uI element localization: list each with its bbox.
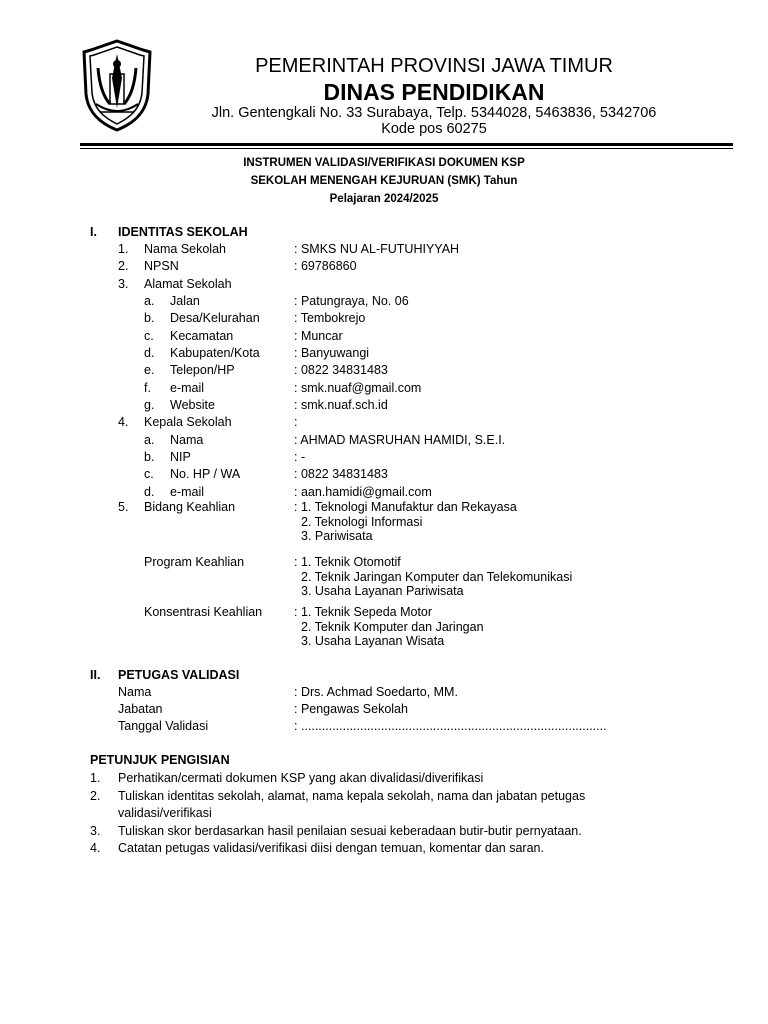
section2-number: II. xyxy=(90,668,101,682)
bidang-item-1: : 1. Teknologi Manufaktur dan Rekayasa xyxy=(294,500,517,514)
row-value: : 69786860 xyxy=(294,259,357,274)
doc-title-line3: Pelajaran 2024/2025 xyxy=(329,193,439,205)
row-value: : AHMAD MASRUHAN HAMIDI, S.E.I. xyxy=(294,432,506,447)
validator-name-value: : Drs. Achmad Soedarto, MM. xyxy=(294,685,458,699)
program-item-1: : 1. Teknik Otomotif xyxy=(294,555,401,569)
row-label: NIP xyxy=(170,449,191,464)
row-value: : Muncar xyxy=(294,328,343,343)
instruction-text: validasi/verifikasi xyxy=(118,806,212,820)
row-label: Nama Sekolah xyxy=(144,242,226,256)
program-item-3: 3. Usaha Layanan Pariwisata xyxy=(301,584,464,598)
row-number: 4. xyxy=(118,415,129,430)
row-label: Kabupaten/Kota xyxy=(170,345,260,360)
row-value: : 0822 34831483 xyxy=(294,363,388,378)
row-letter: c. xyxy=(144,328,154,343)
doc-title-line1: INSTRUMEN VALIDASI/VERIFIKASI DOKUMEN KSP xyxy=(243,157,525,169)
row-letter: e. xyxy=(144,363,155,378)
letterhead-rule-thick xyxy=(80,143,733,146)
row-label: Desa/Kelurahan xyxy=(170,311,260,326)
bidang-item-2: 2. Teknologi Informasi xyxy=(301,515,423,529)
validation-date-label: Tanggal Validasi xyxy=(118,719,209,733)
row-number: 2. xyxy=(118,259,129,274)
bidang-number: 5. xyxy=(118,500,129,514)
instruction-number: 4. xyxy=(90,841,101,855)
row-letter: b. xyxy=(144,449,155,464)
row-label: e-mail xyxy=(170,380,205,395)
row-value: : smk.nuaf.sch.id xyxy=(294,397,388,412)
row-label: e-mail xyxy=(170,484,205,499)
instruction-number: 2. xyxy=(90,788,101,803)
row-letter: a. xyxy=(144,293,155,308)
row-value: : - xyxy=(294,449,306,464)
row-letter: g. xyxy=(144,397,155,412)
row-label: Website xyxy=(170,397,215,412)
row-label: NPSN xyxy=(144,259,179,274)
letterhead-postcode: Kode pos 60275 xyxy=(381,121,487,137)
instruction-number: 3. xyxy=(90,823,101,838)
instruction-text: Catatan petugas validasi/verifikasi diisi dengan temuan, komentar dan saran. xyxy=(118,841,544,855)
bidang-label: Bidang Keahlian xyxy=(144,500,236,514)
row-letter: d. xyxy=(144,345,155,360)
section2-heading: PETUGAS VALIDASI xyxy=(118,668,240,682)
validator-position-value: : Pengawas Sekolah xyxy=(294,702,408,716)
row-value: : smk.nuaf@gmail.com xyxy=(294,380,422,395)
row-letter: c. xyxy=(144,467,154,482)
letterhead-address: Jln. Gentengkali No. 33 Surabaya, Telp. 5344028, 5463836, 5342706 xyxy=(211,105,657,121)
row-value: : Patungraya, No. 06 xyxy=(294,293,409,308)
letterhead-agency: DINAS PENDIDIKAN xyxy=(323,79,545,105)
row-value: : aan.hamidi@gmail.com xyxy=(294,484,432,499)
row-label: Telepon/HP xyxy=(170,363,235,378)
doc-title-line2: SEKOLAH MENENGAH KEJURUAN (SMK) Tahun xyxy=(250,175,518,187)
validator-position-label: Jabatan xyxy=(118,702,163,716)
instruction-number: 1. xyxy=(90,771,101,785)
row-label: Kepala Sekolah xyxy=(144,415,232,430)
instruction-text: Perhatikan/cermati dokumen KSP yang akan divalidasi/diverifikasi xyxy=(118,771,484,785)
row-value: : Tembokrejo xyxy=(294,311,366,326)
konsentrasi-item-2: 2. Teknik Komputer dan Jaringan xyxy=(301,620,484,634)
row-value: : SMKS NU AL-FUTUHIYYAH xyxy=(294,242,460,256)
row-label: Alamat Sekolah xyxy=(144,276,232,291)
program-item-2: 2. Teknik Jaringan Komputer dan Telekomunikasi xyxy=(301,570,573,584)
row-value: : 0822 34831483 xyxy=(294,467,388,482)
instructions-heading: PETUNJUK PENGISIAN xyxy=(90,753,230,767)
validator-name-label: Nama xyxy=(118,685,152,699)
row-letter: a. xyxy=(144,432,155,447)
row-letter: b. xyxy=(144,311,155,326)
row-label: Kecamatan xyxy=(170,328,234,343)
row-value: : Banyuwangi xyxy=(294,345,370,360)
program-label: Program Keahlian xyxy=(144,555,245,569)
letterhead-rule-thin xyxy=(80,148,733,149)
section1-number: I. xyxy=(90,225,97,239)
row-letter: f. xyxy=(144,380,151,395)
row-value: : xyxy=(294,415,298,430)
row-label: Jalan xyxy=(170,293,200,308)
konsentrasi-label: Konsentrasi Keahlian xyxy=(144,605,263,619)
konsentrasi-item-3: 3. Usaha Layanan Wisata xyxy=(301,634,445,648)
section1-heading: IDENTITAS SEKOLAH xyxy=(118,225,248,239)
instruction-text: Tuliskan skor berdasarkan hasil penilaian sesuai keberadaan butir-butir pernyataan. xyxy=(118,823,582,838)
letterhead-province: PEMERINTAH PROVINSI JAWA TIMUR xyxy=(255,55,613,77)
validation-date-value: : ........................................................................................ xyxy=(294,719,607,733)
bidang-item-3: 3. Pariwisata xyxy=(301,529,373,543)
row-label: Nama xyxy=(170,432,204,447)
row-letter: d. xyxy=(144,484,155,499)
row-number: 3. xyxy=(118,276,129,291)
konsentrasi-item-1: : 1. Teknik Sepeda Motor xyxy=(294,605,433,619)
row-label: No. HP / WA xyxy=(170,467,241,482)
instruction-text: Tuliskan identitas sekolah, alamat, nama kepala sekolah, nama dan jabatan petugas xyxy=(118,788,586,803)
row-number: 1. xyxy=(118,242,129,256)
